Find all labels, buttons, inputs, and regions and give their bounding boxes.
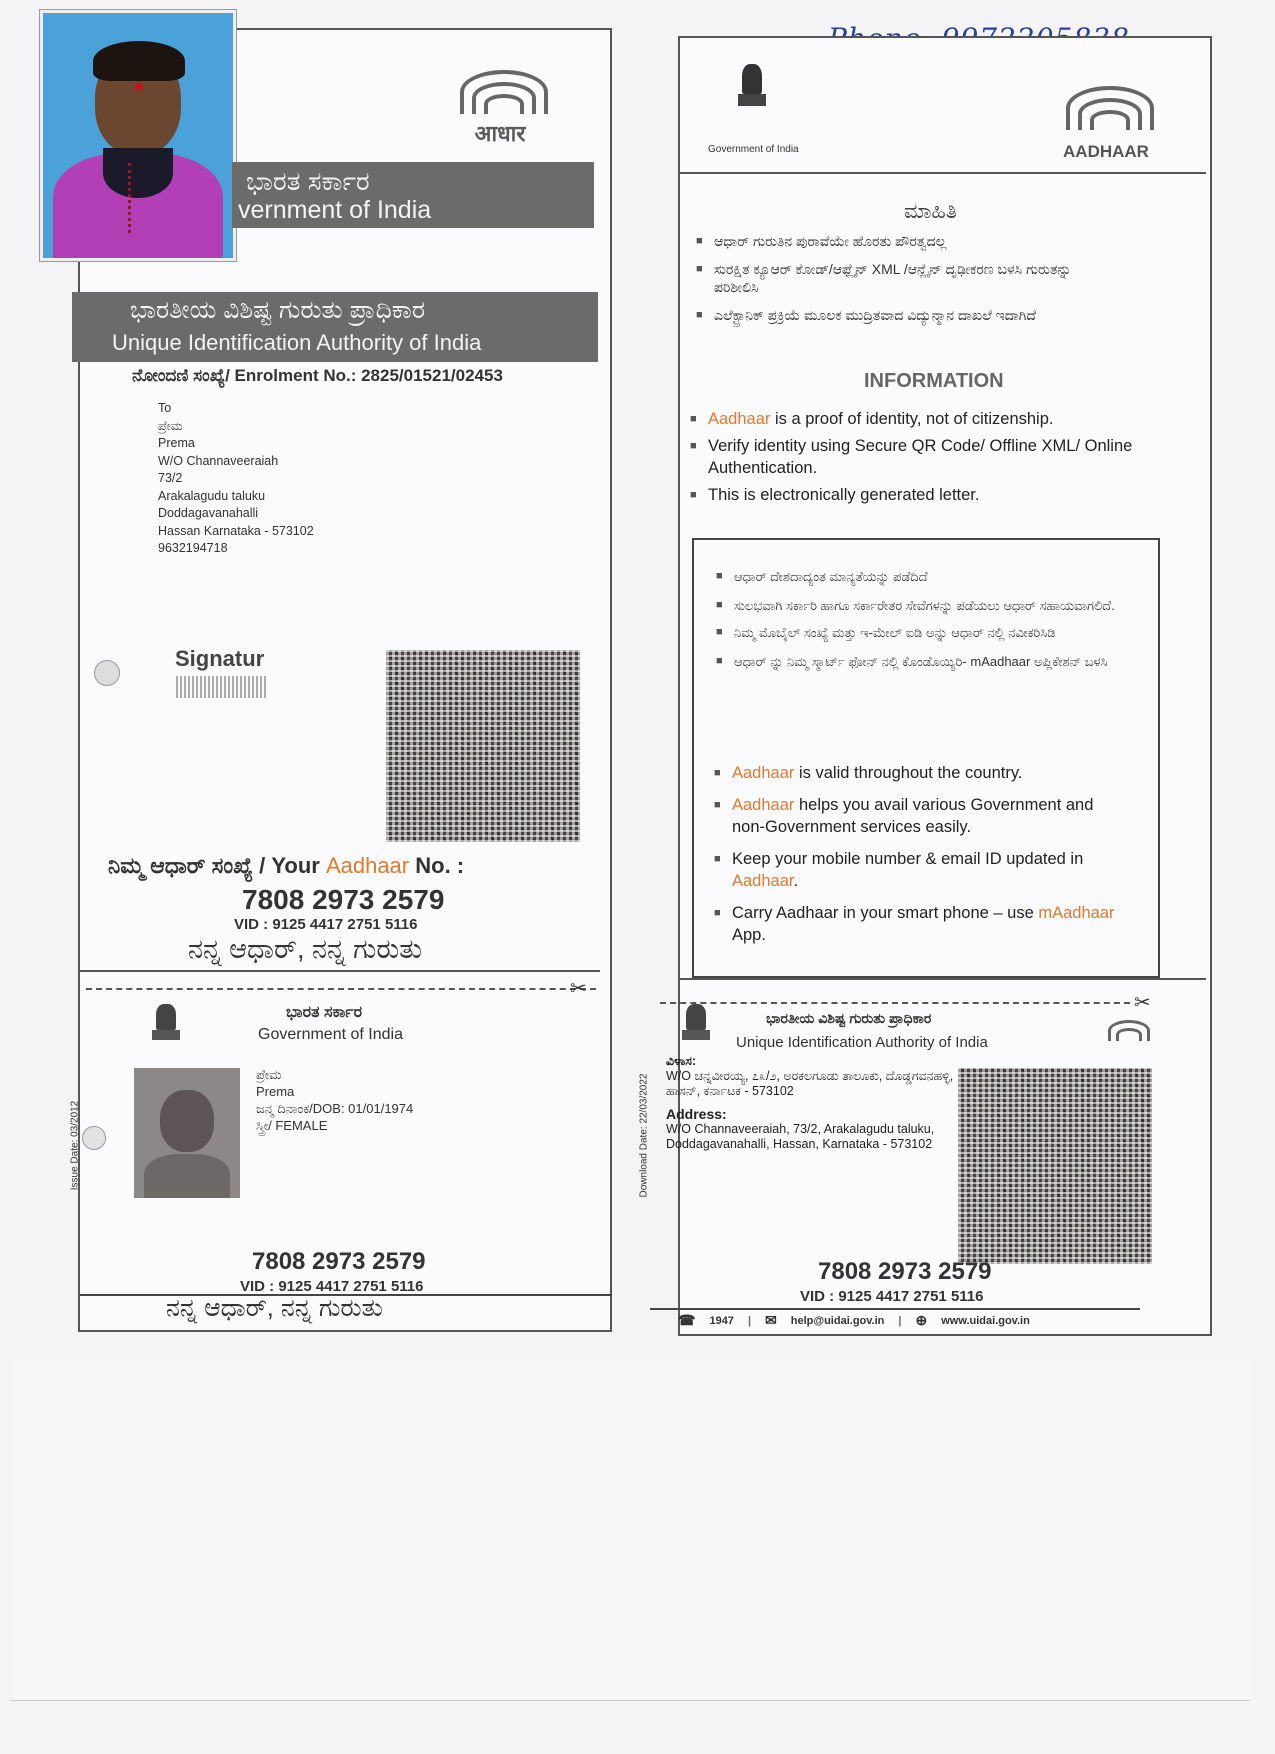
info-item: ■ This is electronically generated letter. xyxy=(690,484,1190,506)
address-line: ಪ್ರೇಮ xyxy=(158,418,183,433)
holder-name-en: Prema xyxy=(256,1084,295,1099)
footer-contacts: ☎ 1947 | ✉ help@uidai.gov.in | ⊕ www.uidai.gov.in xyxy=(678,1312,1030,1328)
benefit-kn-item: ■ ಆಧಾರ್ ದೇಶದಾದ್ಯಂತ ಮಾನ್ಯತೆಯನ್ನು ಪಡೆದಿದೆ xyxy=(716,568,1126,585)
holder-photo xyxy=(134,1068,240,1198)
aadhaar-word: Aadhaar xyxy=(732,872,794,890)
signature-label: Signatur xyxy=(175,646,265,671)
divider-line xyxy=(680,978,1206,980)
benefits-kn-list xyxy=(716,568,1126,670)
enrolment-number: ನೋಂದಣಿ ಸಂಖ್ಯೆ/ Enrolment No.: 2825/01521/02453 xyxy=(132,366,503,385)
divider-line xyxy=(80,970,600,972)
aadhaar-logo-small xyxy=(1098,1018,1154,1054)
info-list xyxy=(690,408,1190,506)
footer-phone: 1947 xyxy=(709,1314,734,1327)
benefit-item xyxy=(714,848,1124,892)
your-aadhaar-kn: ನಿಮ್ಮ ಆಧಾರ್ ಸಂಖ್ಯೆ xyxy=(108,853,253,878)
cutout-uidai-en: Unique Identification Authority of India xyxy=(736,1034,988,1051)
national-emblem-icon xyxy=(678,1004,714,1048)
aadhaar-word: Aadhaar xyxy=(708,410,771,428)
benefit-item-text: Carry Aadhaar in your smart phone – use xyxy=(732,904,1039,922)
gov-banner xyxy=(232,162,594,228)
phone-icon: ☎ xyxy=(678,1312,696,1328)
benefit-item xyxy=(714,902,1124,946)
your-aadhaar-label xyxy=(108,853,464,879)
benefit-kn-item: ■ ಆಧಾರ್ ನ್ನು ನಿಮ್ಮ ಸ್ಮಾರ್ಟ್ ಫೋನ್ ನಲ್ಲಿ ಕೊಂಡೊಯ್ಯಿರಿ- mAadhaar ಅಪ್ಲಿಕೇಶನ್ ಬಳಸಿ xyxy=(716,653,1126,670)
info-kn-heading: ಮಾಹಿತಿ xyxy=(904,200,957,223)
your-aadhaar-word: Aadhaar xyxy=(325,853,410,878)
address-line: Doddagavanahalli xyxy=(158,506,259,520)
benefit-item-text: . xyxy=(793,872,799,890)
cutout-aadhaar-number: 7808 2973 2579 xyxy=(252,1248,426,1275)
punch-hole xyxy=(94,660,120,686)
benefit-item-text: App. xyxy=(732,926,766,944)
address-line: To xyxy=(158,401,172,415)
aadhaar-logo-text: आधार xyxy=(474,121,526,146)
cutout-uidai-kn: ಭಾರತೀಯ ವಿಶಿಷ್ಟ ಗುರುತು ಪ್ರಾಧಿಕಾರ xyxy=(766,1010,932,1026)
signature-stamp xyxy=(176,676,266,698)
address-line: Arakalagudu taluku xyxy=(158,488,266,503)
your-aadhaar-en-post: No. : xyxy=(409,853,465,878)
info-item: ■ Verify identity using Secure QR Code/ Offline XML/ Online Authentication. xyxy=(690,435,1190,479)
cutout-aadhaar-number: 7808 2973 2579 xyxy=(818,1258,992,1285)
address-line: Hassan Karnataka - 573102 xyxy=(158,523,314,538)
download-date: Download Date: 22/03/2022 xyxy=(638,1073,650,1198)
address-kn: W/O ಚನ್ನವೀರಯ್ಯ, ೭೩/೨, ಅರಕಲಗೂಡು ತಾಲೂಕು, ದೊಡ್ಡಗವನಹಳ್ಳಿ, ಹಾಸನ್, ಕರ್ನಾಟಕ - 573102 xyxy=(666,1069,954,1098)
benefit-item xyxy=(714,762,1124,784)
benefits-list xyxy=(714,762,1124,946)
national-emblem-icon xyxy=(734,64,770,108)
uidai-en: Unique Identification Authority of India xyxy=(112,330,482,355)
info-kn-item: ■ ಸುರಕ್ಷಿತ ಕ್ಯೂಆರ್ ಕೋಡ್/ಆಫ್ಲೈನ್ XML /ಆನ್ಲೈನ್ ದೃಢೀಕರಣ ಬಳಸಿ ಗುರುತನ್ನು ಪರಿಶೀಲಿಸಿ xyxy=(696,260,1076,296)
aadhaar-logo-text: AADHAAR xyxy=(1063,142,1149,161)
maadhaar-app-word: mAadhaar xyxy=(1038,904,1115,922)
cutout-gov-en: Government of India xyxy=(258,1026,403,1043)
info-kn-list xyxy=(696,232,1076,324)
vid-number: VID : 9125 4417 2751 5116 xyxy=(234,916,418,933)
cut-line xyxy=(660,1002,1130,1004)
info-heading: INFORMATION xyxy=(864,370,1004,392)
header-divider xyxy=(680,172,1206,174)
benefit-item-text: helps you avail various Government and non-Government services easily. xyxy=(732,796,1094,836)
address-label: Address: xyxy=(666,1106,727,1122)
info-kn-item: ■ ಎಲೆಕ್ಟ್ರಾನಿಕ್ ಪ್ರಕ್ರಿಯೆ ಮೂಲಕ ಮುದ್ರಿತವಾದ ವಿದ್ಯುನ್ಮಾನ ದಾಖಲೆ ಇದಾಗಿದೆ xyxy=(696,306,1076,324)
aadhaar-logo xyxy=(440,66,560,156)
qr-code xyxy=(386,650,580,842)
address-en: W/O Channaveeraiah, 73/2, Arakalagudu taluku, Doddagavanahalli, Hassan, Karnataka - 573102 xyxy=(666,1122,935,1151)
footer-web[interactable]: www.uidai.gov.in xyxy=(941,1314,1030,1327)
address-line: 73/2 xyxy=(158,471,183,485)
aadhaar-number: 7808 2973 2579 xyxy=(242,884,445,915)
national-emblem-icon xyxy=(148,1004,184,1048)
benefit-item-text: is valid throughout the country. xyxy=(794,764,1023,782)
uidai-banner xyxy=(72,292,598,362)
gov-kn: ಭಾರತ ಸರ್ಕಾರ xyxy=(246,166,370,196)
uidai-kn: ಭಾರತೀಯ ವಿಶಿಷ್ಟ ಗುರುತು ಪ್ರಾಧಿಕಾರ xyxy=(130,296,426,324)
footer-bar xyxy=(650,1308,1140,1310)
address-line: W/O Channaveeraiah xyxy=(158,453,279,468)
info-item-text: is a proof of identity, not of citizenship. xyxy=(770,410,1054,428)
cutout-tagline: ನನ್ನ ಆಧಾರ್, ನನ್ನ ಗುರುತು xyxy=(166,1294,383,1322)
tagline: ನನ್ನ ಆಧಾರ್, ನನ್ನ ಗುರುತು xyxy=(188,934,423,964)
cutout-vid: VID : 9125 4417 2751 5116 xyxy=(240,1278,424,1295)
holder-name-kn: ಪ್ರೇಮ xyxy=(256,1067,282,1082)
scissors-icon: ✂ xyxy=(1134,992,1151,1014)
recipient-address xyxy=(158,400,418,558)
address-line: 9632194718 xyxy=(158,541,228,555)
scissors-icon: ✂ xyxy=(570,978,587,1000)
blank-sheet-area xyxy=(10,1360,1250,1701)
holder-details xyxy=(256,1066,413,1134)
aadhaar-word: Aadhaar xyxy=(732,796,795,814)
cutout-vid: VID : 9125 4417 2751 5116 xyxy=(800,1288,984,1305)
punch-hole xyxy=(82,1126,106,1150)
address-line: Prema xyxy=(158,436,195,450)
gov-en: vernment of India xyxy=(238,196,432,224)
issue-date: Issue Date: 03/2012 xyxy=(69,1100,81,1191)
your-aadhaar-en-pre: / Your xyxy=(253,853,326,878)
gov-label: Government of India xyxy=(708,144,799,155)
benefit-kn-item: ■ ನಿಮ್ಮ ಮೊಬೈಲ್ ಸಂಖ್ಯೆ ಮತ್ತು ಇ-ಮೇಲ್ ಐಡಿ ಅನ್ನು ಆಧಾರ್ ನಲ್ಲಿ ನವೀಕರಿಸಿಡಿ xyxy=(716,624,1126,641)
info-item xyxy=(690,408,1190,430)
address-block xyxy=(666,1054,956,1152)
holder-dob: ಜನ್ಮ ದಿನಾಂಕ/DOB: 01/01/1974 xyxy=(256,1101,414,1116)
address-kn-label: ವಿಳಾಸ: xyxy=(666,1054,697,1068)
aadhaar-logo xyxy=(1040,84,1170,164)
cut-line xyxy=(86,988,596,990)
benefit-item xyxy=(714,794,1124,838)
benefit-kn-item: ■ ಸುಲಭವಾಗಿ ಸರ್ಕಾರಿ ಹಾಗೂ ಸರ್ಕಾರೇತರ ಸೇವೆಗಳನ್ನು ಪಡೆಯಲು ಆಧಾರ್ ಸಹಾಯವಾಗಲಿದೆ. xyxy=(716,597,1126,614)
qr-code xyxy=(958,1068,1152,1264)
aadhaar-word: Aadhaar xyxy=(732,764,795,782)
benefit-item-text: Keep your mobile number & email ID updated in xyxy=(732,850,1084,868)
mail-icon: ✉ xyxy=(765,1312,777,1328)
info-kn-item: ■ ಆಧಾರ್ ಗುರುತಿನ ಪುರಾವೆಯೇ ಹೊರತು ಪೌರತ್ವದಲ್ಲ xyxy=(696,232,1076,250)
cutout-gov-kn: ಭಾರತ ಸರ್ಕಾರ xyxy=(286,1004,363,1021)
globe-icon: ⊕ xyxy=(915,1312,928,1328)
footer-email[interactable]: help@uidai.gov.in xyxy=(790,1314,885,1327)
applicant-photo xyxy=(40,10,236,261)
holder-gender: ಸ್ತ್ರೀ/ FEMALE xyxy=(256,1118,328,1133)
